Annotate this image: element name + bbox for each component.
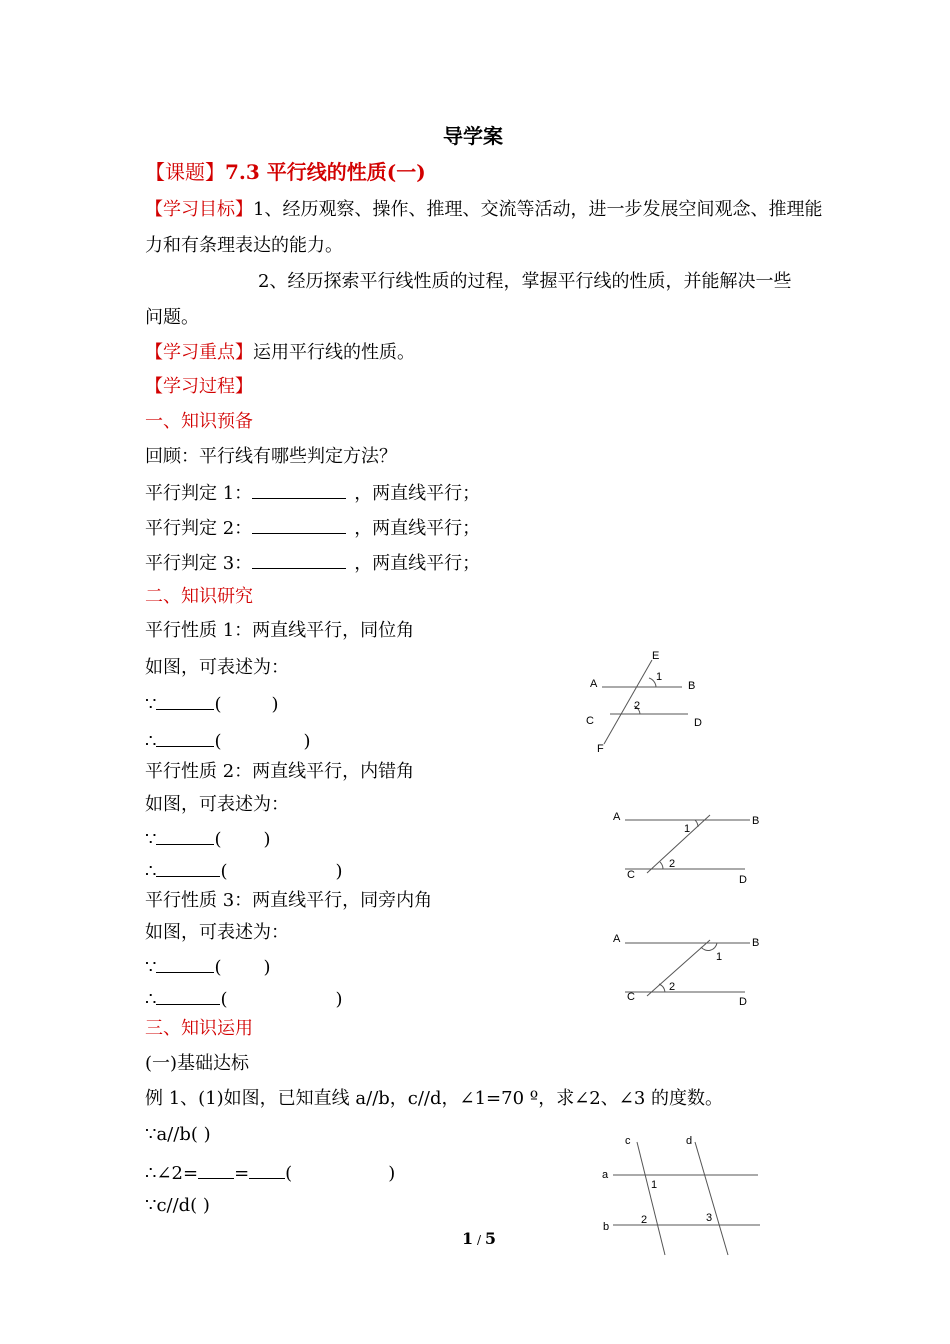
property-1-because (145, 691, 279, 716)
label-d: d (686, 1135, 693, 1147)
page-title: 导学案 (443, 124, 503, 148)
therefore-symbol: ∴ (145, 861, 157, 882)
paren-close: ) (335, 861, 343, 882)
figure-same-side-angles (605, 928, 765, 1013)
label-a: A (613, 933, 621, 945)
paren-close: ) (303, 731, 311, 752)
solution-step-3: ∵c//d( ) (145, 1195, 210, 1216)
label-c: C (627, 991, 635, 1003)
answer-blank[interactable] (156, 986, 220, 1005)
because-symbol: ∵ (145, 829, 157, 850)
angle-1-arc (649, 678, 656, 687)
answer-blank[interactable] (252, 515, 346, 534)
step2-prefix: ∴∠2= (145, 1163, 199, 1184)
solution-step-2 (145, 1160, 395, 1185)
label-a: A (590, 678, 598, 690)
label-2: 2 (669, 981, 676, 993)
transversal-ef (604, 660, 652, 744)
line-c (637, 1142, 665, 1255)
label-b: B (752, 815, 760, 827)
answer-blank[interactable] (156, 728, 214, 747)
goals-tag: 【学习目标】 (145, 199, 253, 220)
label-b: b (603, 1221, 610, 1233)
line-d (695, 1142, 728, 1255)
paren-close: ) (263, 957, 271, 978)
paren-close: ) (335, 989, 343, 1010)
reason-blank[interactable] (221, 955, 263, 973)
property-1-therefore (145, 728, 311, 753)
paren-close: ) (388, 1163, 396, 1184)
reason-blank[interactable] (227, 859, 335, 877)
label-1: 1 (716, 951, 723, 963)
label-2: 2 (669, 858, 676, 870)
section3-heading: 三、知识运用 (145, 1018, 253, 1039)
label-2: 2 (641, 1214, 648, 1226)
reason-blank[interactable] (292, 1161, 388, 1179)
goals-line-2b: 问题。 (145, 307, 199, 328)
answer-blank[interactable] (198, 1160, 234, 1179)
rule-tail: ，两直线平行； (354, 483, 481, 504)
page-total: 5 (484, 1229, 496, 1248)
lesson-line (145, 160, 426, 184)
label-1: 1 (656, 671, 663, 683)
paren-open: ( (285, 1163, 293, 1184)
label-1: 1 (651, 1179, 658, 1191)
rule-label: 平行判定 2： (145, 518, 253, 539)
rule-tail: ，两直线平行； (354, 553, 481, 574)
label-3: 3 (706, 1212, 713, 1224)
paren-open: ( (214, 829, 222, 850)
keypoint-line (145, 342, 415, 364)
property-2-intro: 如图，可表述为： (145, 794, 289, 815)
page-current: 1 (462, 1229, 474, 1248)
page-sep: / (473, 1233, 485, 1247)
paren-close: ) (263, 829, 271, 850)
property-1-intro: 如图，可表述为： (145, 657, 289, 678)
reason-blank[interactable] (221, 827, 263, 845)
angle-1-arc (695, 820, 698, 827)
figure-corresponding-angles (580, 645, 720, 760)
rule-label: 平行判定 1： (145, 483, 253, 504)
paren-open: ( (214, 694, 222, 715)
property-1-title: 平行性质 1：两直线平行，同位角 (145, 620, 415, 641)
figure-alternate-angles (605, 805, 765, 890)
section1-review: 回顾：平行线有哪些判定方法？ (145, 446, 397, 467)
transversal (647, 940, 710, 996)
answer-blank[interactable] (252, 550, 346, 569)
section3-sub: (一)基础达标 (145, 1053, 250, 1074)
example-1: 例 1、(1)如图，已知直线 a//b，c//d，∠1=70 º，求∠2、∠3 的度数。 (145, 1088, 724, 1109)
rule-label: 平行判定 3： (145, 553, 253, 574)
rule-2 (145, 515, 480, 540)
reason-blank[interactable] (227, 987, 335, 1005)
answer-blank[interactable] (156, 826, 214, 845)
figure-example-1 (595, 1130, 765, 1260)
reason-blank[interactable] (221, 729, 303, 747)
angle-1-arc (701, 943, 717, 951)
goals-line-2a: 2、经历探索平行线性质的过程，掌握平行线的性质，并能解决一些 (258, 271, 792, 292)
process-tag: 【学习过程】 (145, 376, 253, 397)
section1-heading: 一、知识预备 (145, 411, 253, 432)
label-c: C (627, 869, 635, 881)
property-3-therefore (145, 986, 343, 1011)
label-c: C (586, 715, 594, 727)
page-number (462, 1229, 496, 1250)
reason-blank[interactable] (221, 692, 271, 710)
answer-blank[interactable] (156, 858, 220, 877)
keypoint-tag: 【学习重点】 (145, 342, 253, 363)
answer-blank[interactable] (252, 480, 346, 499)
label-2: 2 (634, 700, 641, 712)
lesson-name: 7.3 平行线的性质(一) (225, 160, 426, 184)
answer-blank[interactable] (156, 691, 214, 710)
answer-blank[interactable] (156, 954, 214, 973)
because-symbol: ∵ (145, 957, 157, 978)
angle-2-arc (660, 862, 663, 869)
label-e: E (652, 650, 660, 662)
property-2-therefore (145, 858, 343, 883)
rule-tail: ，两直线平行； (354, 518, 481, 539)
rule-3 (145, 550, 480, 575)
transversal (647, 815, 710, 873)
label-a: a (602, 1169, 609, 1181)
paren-open: ( (214, 731, 222, 752)
property-3-intro: 如图，可表述为： (145, 922, 289, 943)
step2-eq: = (234, 1163, 250, 1184)
label-d: D (739, 996, 747, 1008)
paren-open: ( (220, 861, 228, 882)
lesson-tag: 【课题】 (145, 160, 225, 184)
section2-heading: 二、知识研究 (145, 586, 253, 607)
goals-text-1a: 1、经历观察、操作、推理、交流等活动，进一步发展空间观念、推理能 (253, 199, 823, 220)
because-symbol: ∵ (145, 694, 157, 715)
label-b: B (688, 680, 696, 692)
paren-open: ( (220, 989, 228, 1010)
therefore-symbol: ∴ (145, 731, 157, 752)
property-2-because (145, 826, 271, 851)
label-a: A (613, 811, 621, 823)
goals-line-1 (145, 199, 822, 221)
therefore-symbol: ∴ (145, 989, 157, 1010)
label-d: D (694, 717, 702, 729)
paren-close: ) (271, 694, 279, 715)
property-3-because (145, 954, 271, 979)
answer-blank[interactable] (249, 1160, 285, 1179)
property-2-title: 平行性质 2：两直线平行，内错角 (145, 761, 415, 782)
label-c: c (625, 1135, 631, 1147)
rule-1 (145, 480, 480, 505)
property-3-title: 平行性质 3：两直线平行，同旁内角 (145, 890, 433, 911)
label-f: F (597, 743, 604, 755)
paren-open: ( (214, 957, 222, 978)
label-d: D (739, 874, 747, 886)
goals-line-1b: 力和有条理表达的能力。 (145, 235, 343, 256)
label-1: 1 (684, 823, 691, 835)
solution-step-1: ∵a//b( ) (145, 1124, 211, 1145)
keypoint-text: 运用平行线的性质。 (253, 342, 415, 363)
label-b: B (752, 937, 760, 949)
